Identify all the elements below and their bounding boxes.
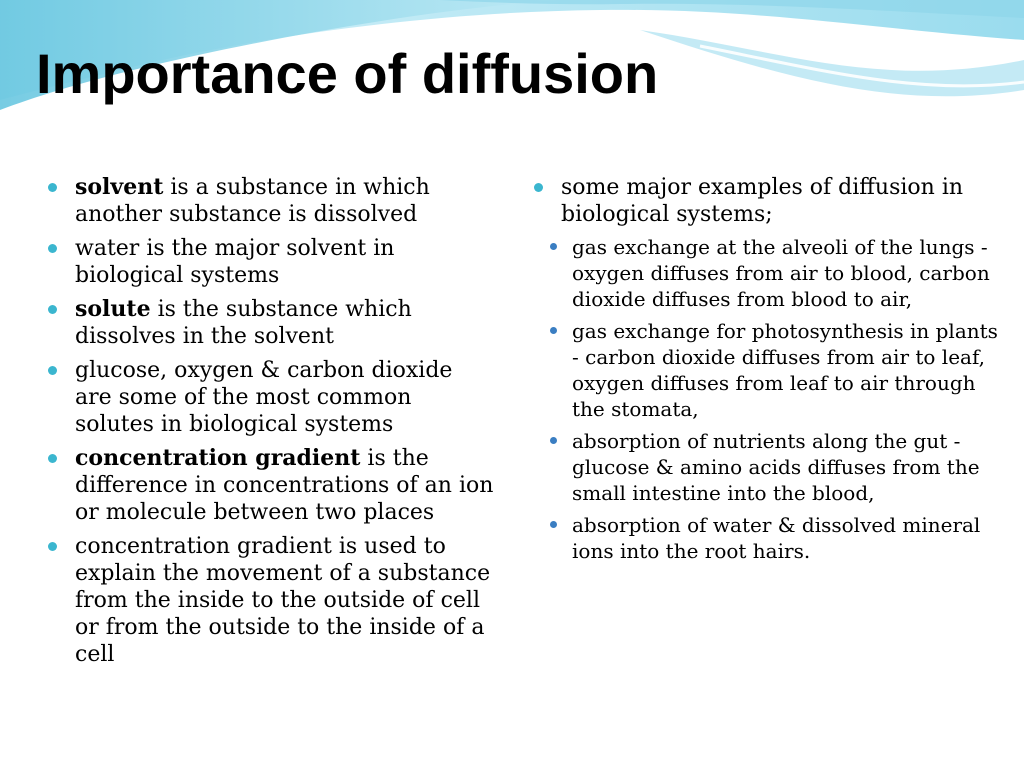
bullet-icon: [48, 183, 57, 192]
list-item: [44, 296, 496, 350]
item-text: concentration gradient is used to explain the movement of a substance from the inside to the outside of cell or from the outside to the inside of a cell: [75, 534, 491, 667]
item-text: gas exchange at the alveoli of the lungs - oxygen diffuses from air to blood, carbon dioxide diffuses from blood to air,: [572, 235, 990, 311]
bullet-icon: [48, 542, 57, 551]
item-text: glucose, oxygen & carbon dioxide are some of the most common solutes in biological systems: [75, 358, 453, 437]
sub-bullet-icon: [550, 243, 557, 250]
item-text: gas exchange for photosynthesis in plants - carbon dioxide diffuses from air to leaf, oxygen diffuses from leaf to air through the stomata,: [572, 319, 998, 421]
sub-list-item: [530, 234, 1000, 312]
list-item: [44, 533, 496, 668]
list-item: [44, 174, 496, 228]
item-text: is a substance in which another substance is dissolved: [75, 175, 430, 227]
bullet-icon: [48, 305, 57, 314]
item-text: absorption of nutrients along the gut - glucose & amino acids diffuses from the small intestine into the blood,: [572, 429, 980, 505]
slide-title: Importance of diffusion: [36, 42, 659, 105]
bullet-icon: [534, 183, 543, 192]
item-text: is the substance which dissolves in the solvent: [75, 297, 412, 349]
sub-bullet-icon: [550, 327, 557, 334]
term: solute: [75, 296, 151, 322]
list-item: [44, 445, 496, 526]
list-item: [530, 174, 1000, 564]
sub-list-item: [530, 512, 1000, 564]
left-bullet-list: [44, 174, 496, 668]
item-text: is the difference in concentrations of an ion or molecule between two places: [75, 446, 494, 525]
examples-heading: some major examples of diffusion in biological systems;: [561, 175, 964, 227]
sub-bullet-icon: [550, 521, 557, 528]
bullet-icon: [48, 366, 57, 375]
sub-list-item: [530, 428, 1000, 506]
right-column: [530, 174, 1000, 571]
bullet-icon: [48, 454, 57, 463]
examples-sublist: [530, 234, 1000, 564]
bullet-icon: [48, 244, 57, 253]
left-column: [44, 174, 496, 675]
sub-bullet-icon: [550, 437, 557, 444]
item-text: water is the major solvent in biological systems: [75, 236, 395, 288]
list-item: [44, 235, 496, 289]
term: concentration gradient: [75, 445, 361, 471]
list-item: [44, 357, 496, 438]
term: solvent: [75, 174, 164, 200]
right-bullet-list: [530, 174, 1000, 564]
item-text: absorption of water & dissolved mineral ions into the root hairs.: [572, 513, 981, 563]
sub-list-item: [530, 318, 1000, 422]
